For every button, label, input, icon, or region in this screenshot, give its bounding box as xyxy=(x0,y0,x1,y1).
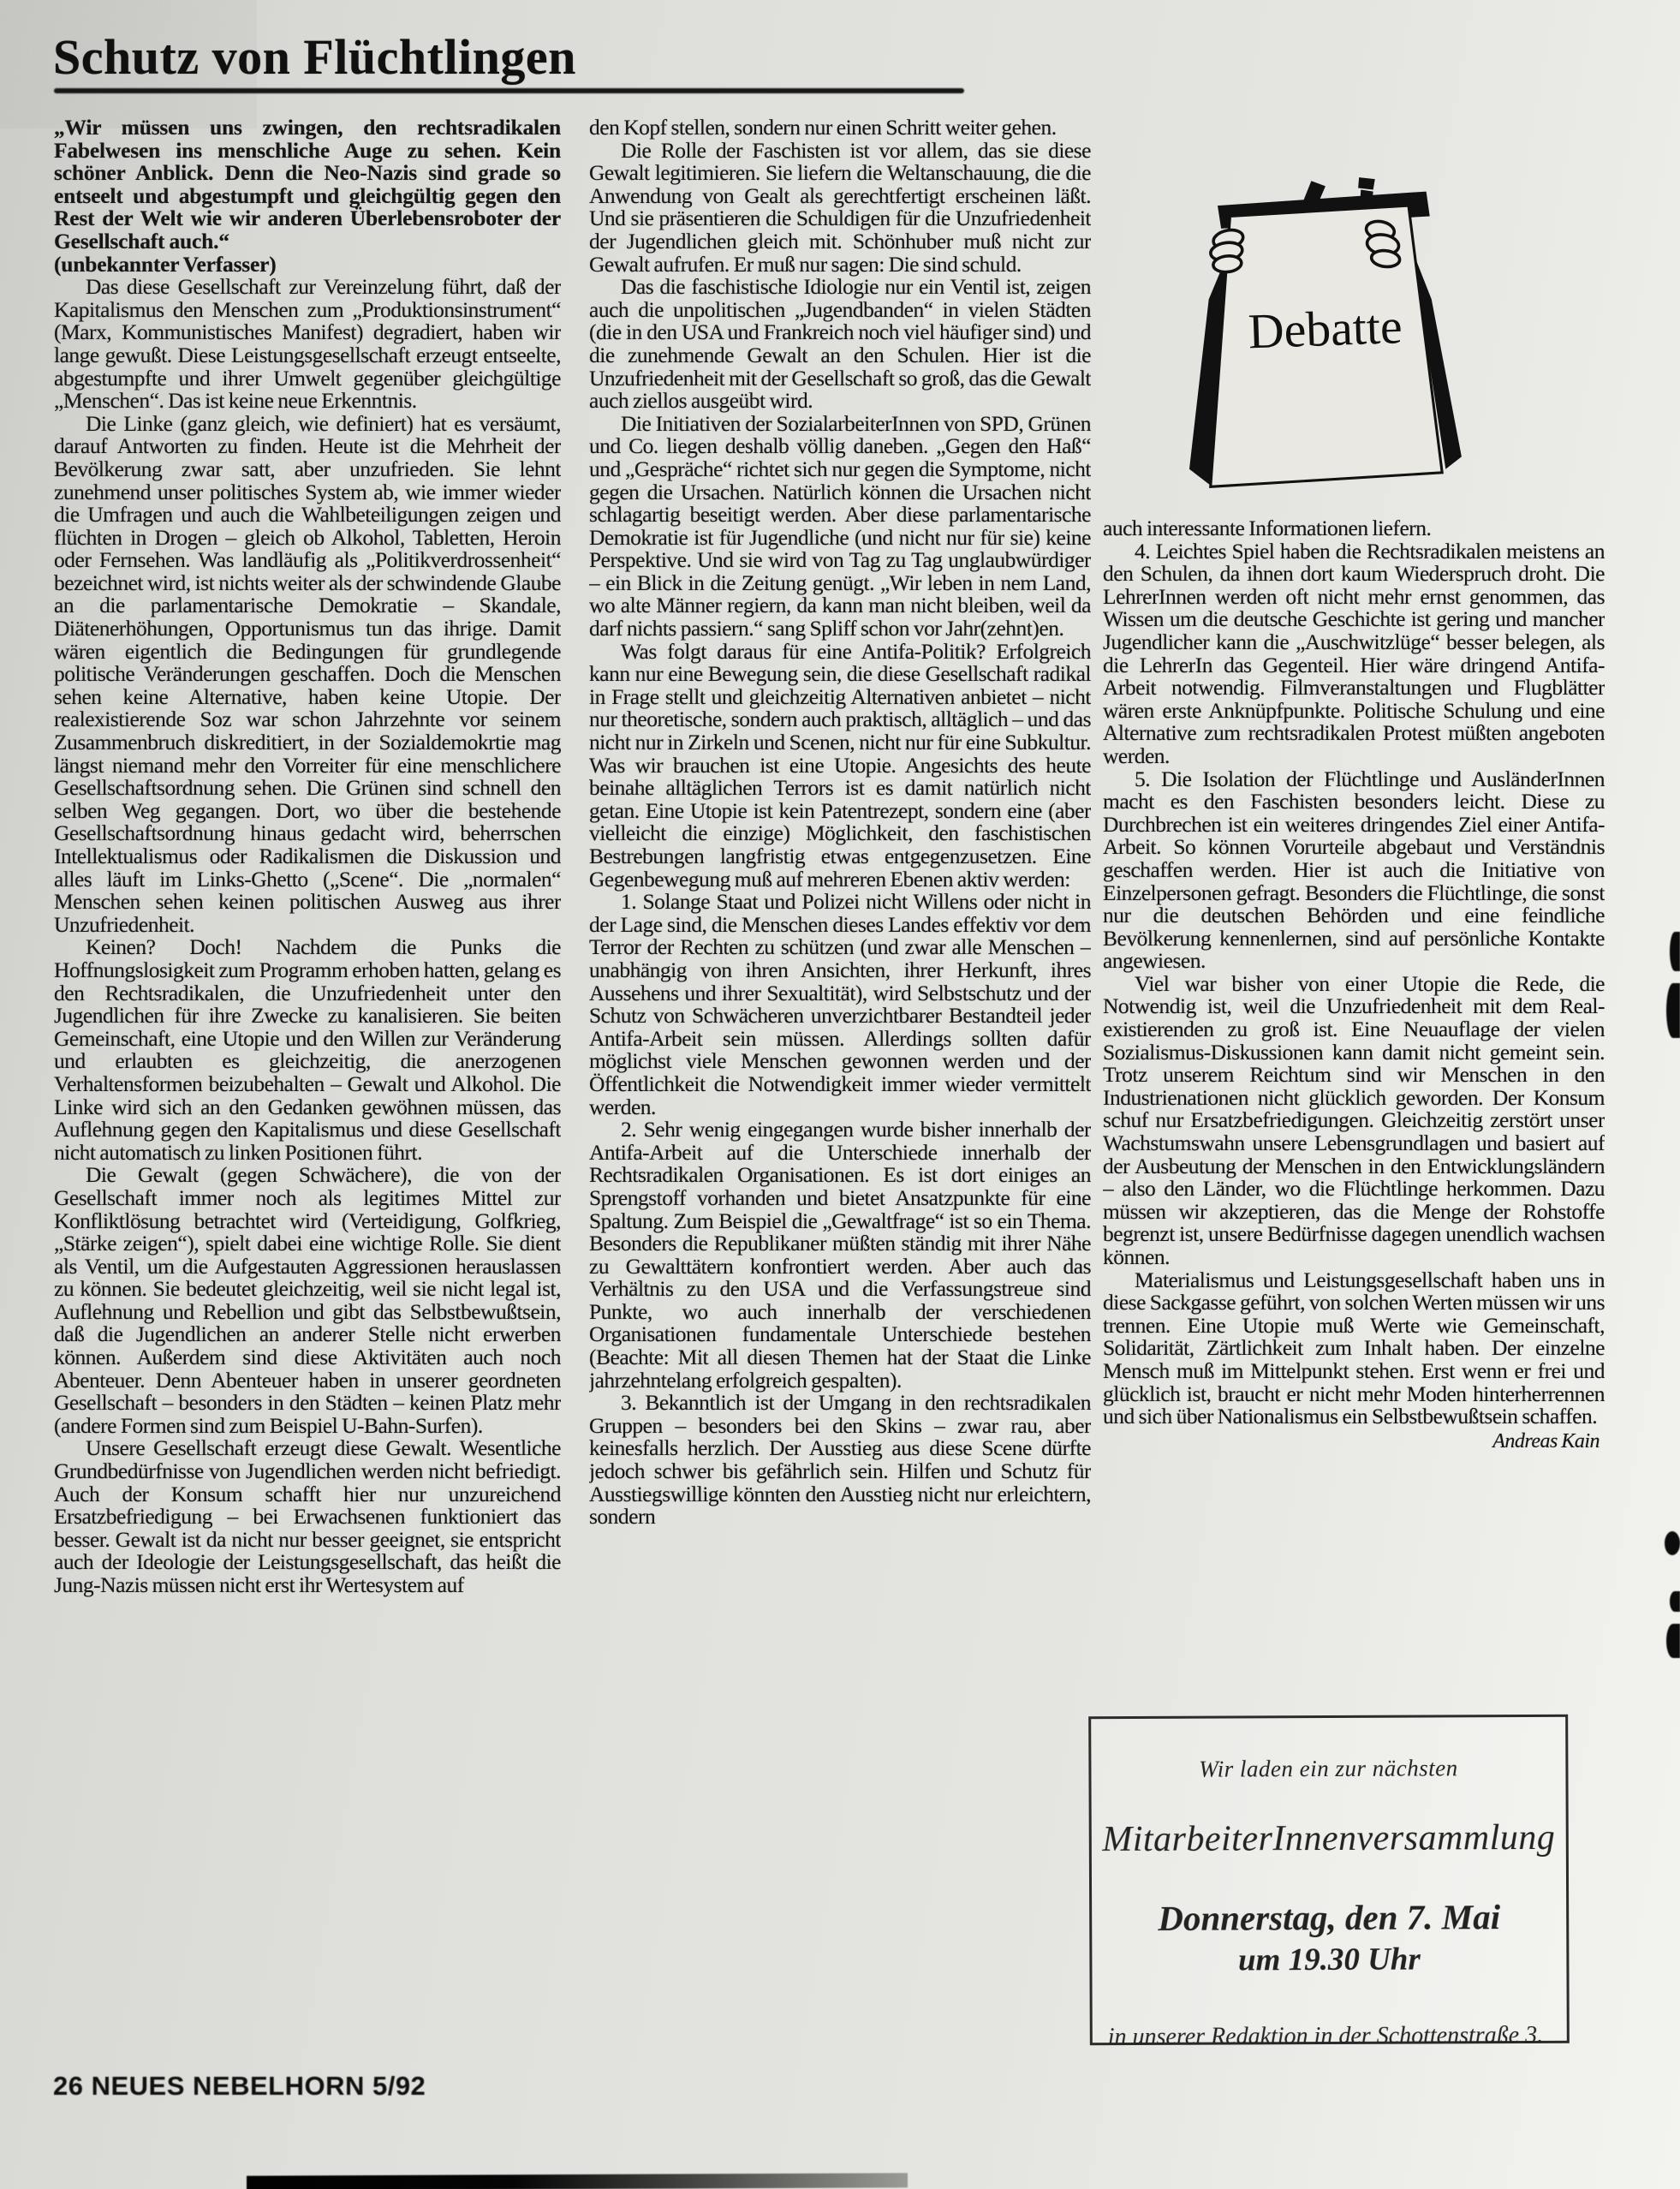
paragraph: Das die faschistische Idiologie nur ein Ventil ist, zeigen auch die unpolitischen „Jugendbanden“ in vielen Städten (die in den USA und Frankreich noch viel häufiger sind) und die zunehmende Gewalt an den Schulen. Hier ist die Unzufriedenheit mit der Gesellschaft so groß, das die Gewalt auch ziellos ausgeübt wird. xyxy=(589,274,1091,414)
announcement-time: um 19.30 Uhr xyxy=(1237,1941,1421,1978)
meeting-announcement-box xyxy=(1088,1715,1570,2051)
paragraph: Das diese Gesellschaft zur Vereinzelung führt, daß der Kapitalismus den Menschen zum „Produktionsinstrument“ (Marx, Kommunistisches Manifest) degradiert, haben wir lange gewußt. Diese Leistungsgesellschaft erzeugt entseelte, abgestumpfte und ihrer Umwelt gegenüber gleichgültige „Menschen“. Das ist keine neue Erkenntnis. xyxy=(54,274,561,414)
paragraph-continuation: auch interessante Informationen liefern. xyxy=(1103,517,1432,540)
paragraph: Was folgt daraus für eine Antifa-Politik? Erfolgreich kann nur eine Bewegung sein, die diese Gesellschaft radikal in Frage stellt und gleichzeitig Alternativen anbietet – nicht nur theoretische, sondern auch praktisch, alltäglich – und das nicht nur in Zirkeln und Scenen, nicht nur für eine Subkultur. Was wir brauchen ist eine Utopie. Angesichts des heute beinahe alltäglichen Terrors ist es damit natürlich nicht getan. Eine Utopie ist kein Patentrezept, sondern eine (aber vielleicht die einzige) Möglichkeit, den faschistischen Bestrebungen langfristig etwas entgegenzusetzen. Eine Gegenbewegung muß auf mehreren Ebenen aktiv werden: xyxy=(589,638,1091,892)
lead-attribution: (unbekannter Verfasser) xyxy=(54,251,277,277)
scan-artifact xyxy=(1665,1531,1680,1555)
page-footer: 26 NEUES NEBELHORN 5/92 xyxy=(53,2071,426,2101)
scan-artifact xyxy=(1666,1624,1680,1658)
paragraph: Keinen? Doch! Nachdem die Punks die Hoffnungslosigkeit zum Programm erhoben hatten, gelang es den Rechtsradikalen, die Unzufriedenheit unter den Jugendlichen für ihre Zwecke zu kanalisieren. Sie beiten Gemeinschaft, eine Utopie und den Willen zur Veränderung und erlaubten es gleichzeitig, die anerzogenen Verhaltensformen beizubehalten – Gewalt und Alkohol. Die Linke wird sich an den Gedanken gewöhnen müssen, das Auflehnung gegen den Kapitalismus und diese Gesellschaft nicht automatisch zu linken Positionen führt. xyxy=(54,934,561,1165)
paragraph: Die Linke (ganz gleich, wie definiert) hat es versäumt, darauf Antworten zu finden. Heute ist die Mehrheit der Bevölkerung zwar satt, aber unzufrieden. Sie lehnt zunehmend unser politisches System ab, wie immer wieder die Umfragen und auch die Wahlbeteiligungen zeigen und flüchten in Drogen – gleich ob Alkohol, Tabletten, Heroin oder Fernsehen. Was landläufig als „Politikverdrossenheit“ bezeichnet wird, ist nichts weiter als der schwindende Glaube an die parlamentarische Demokratie – Skandale, Diätenerhöhungen, Opportunismus tun das ihrige. Damit wären eigentlich die Bedingungen für grundlegende politische Veränderungen geschaffen. Doch die Menschen sehen keine Alternative, haben keine Utopie. Der realexistierende Soz war schon Jahrzehnte vor seinem Zusammenbruch diskreditiert, in der Sozialdemokrtie mag längst niemand mehr den Vorreiter für eine menschlichere Gesellschaftsordnung sehen. Die Grünen sind schnell den selben Weg gegangen. Dort, wo über die bestehende Gesellschaftsordnung hinaus gedacht wird, beherrschen Intellektualismus oder Radikalismen die Diskussion und alles läuft im Links-Ghetto („Scene“. Die „normalen“ Menschen sehen keinen politischen Ausweg aus ihrer Unzufriedenheit. xyxy=(54,410,561,937)
scan-artifact xyxy=(1670,932,1680,971)
debatte-placard-icon xyxy=(1184,176,1470,504)
announcement-location: in unserer Redaktion in der Schottenstraße 3. xyxy=(1107,2021,1544,2051)
paragraph: Unsere Gesellschaft erzeugt diese Gewalt. Wesentliche Grundbedürfnisse von Jugendlichen werden nicht befriedigt. Auch der Konsum schafft hier nur unzureichend Ersatzbefriedigung – bei Erwachsenen funktioniert das besser. Gewalt ist da nicht nur besser geeignet, sie entspricht auch der Ideologie der Leistungsgesellschaft, das heißt die Jung-Nazis müssen nicht erst ihr Wertesystem auf xyxy=(54,1435,561,1597)
numbered-item-2: 2. Sehr wenig eingegangen wurde bisher innerhalb der Antifa-Arbeit auf die Unterschiede innerhalb der Rechtsradikalen Organisationen. Es ist dort einiges an Sprengstoff vorhanden und bietet Ansatzpunkte für eine Spaltung. Zum Beispiel die „Gewaltfrage“ ist so ein Thema. Besonders die Republikaner müßten ständig mit ihrer Nähe zu Gewalttätern konfrontiert werden. Aber auch das Verhältnis zu den USA und die Verfassungstreue sind Punkte, wo auch innerhalb der verschiedenen Organisationen fundamentale Unterschiede bestehen (Beachte: Mit all diesen Themen hat der Staat die Linke jahrzehntelang erfolgreich gespalten). xyxy=(589,1117,1091,1393)
article-title: Schutz von Flüchtlingen xyxy=(53,29,576,85)
scan-artifact xyxy=(1666,983,1680,1038)
debatte-label: Debatte xyxy=(1247,298,1403,360)
numbered-item-4: 4. Leichtes Spiel haben die Rechtsradikalen meistens an den Schulen, da ihnen dort kaum Wiederspruch droht. Die LehrerInnen werden oft nicht mehr ernst genommen, das Wissen um die deutsche Geschichte ist gering und mancher Jugendlicher kann die „Auschwitzlüge“ besser belegen, als die LehrerIn das Gegenteil. Hier wäre dringend Antifa-Arbeit notwendig. Filmveranstaltungen und Flugblätter wären erste Anknüpfpunkte. Politische Schulung und eine Alternative zum rechtsradikalen Protest müßten angeboten werden. xyxy=(1103,538,1605,768)
paragraph: Die Rolle der Faschisten ist vor allem, das sie diese Gewalt legitimieren. Sie liefern die Weltanschauung, die die Anwendung von Gealt als gerechtfertigt erscheinen läßt. Und sie präsentieren die Schuldigen für die Unzufriedenheit der Jugendlichen gleich mit. Schönhuber muß nicht zur Gewalt aufrufen. Er muß nur sagen: Die sind schuld. xyxy=(589,137,1091,277)
numbered-item-3: 3. Bekanntlich ist der Umgang in den rechtsradikalen Gruppen – besonders bei den Skins – zwar rau, aber keinesfalls herzlich. Der Ausstieg aus diese Scene dürfte jedoch schwer bis gefährlich sein. Hilfen und Schutz für Ausstiegswillige könnten den Ausstieg nicht nur erleichtern, sondern xyxy=(589,1390,1091,1530)
left-hand-icon xyxy=(1209,228,1244,274)
article-column-1 xyxy=(54,116,561,2073)
author-byline: Andreas Kain xyxy=(1492,1429,1600,1452)
paragraph: Die Initiativen der SozialarbeiterInnen von SPD, Grünen und Co. liegen deshalb völlig daneben. „Gegen den Haß“ und „Gespräche“ richtet sich nur gegen die Symptome, nicht gegen die Ursachen. Natürlich können die Ursachen nicht schlagartig beseitigt werden. Aber diese parlamentarische Demokratie ist für Jugendliche (und nicht nur für sie) keine Perspektive. Und sie wird von Tag zu Tag unglaubwürdiger – ein Blick in die Zeitung genügt. „Wir leben in nem Land, wo alte Männer regiern, da kann man nicht bleiben, weil da darf nichts passiern.“ sang Spliff schon vor Jahr(zehnt)en. xyxy=(589,410,1091,641)
marker-pen-icon xyxy=(1358,177,1375,189)
paragraph: Materialismus und Leistungsgesellschaft haben uns in diese Sackgasse geführt, von solchen Werten müssen wir uns trennen. Eine Utopie muß Werte wie Gemeinschaft, Solidarität, Zärtlichkeit zum Inhalt haben. Der einzelne Mensch muß im Mittelpunkt stehen. Erst wenn er frei und glücklich ist, braucht er nicht mehr Moden hinterherrennen und sich über Nationalismus ein Selbstbewußtsein schaffen. xyxy=(1103,1267,1605,1429)
numbered-item-1: 1. Solange Staat und Polizei nicht Willens oder nicht in der Lage sind, die Menschen dieses Landes effektiv vor dem Terror der Rechten zu schützen (und zwar alle Menschen – unabhängig von ihren Ansichten, ihrer Herkunft, ihres Aussehens und ihrer Sexualtität), wird Selbstschutz und der Schutz von Schwächeren unverzichtbarer Bestandteil jeder Antifa-Arbeit sein müssen. Allerdings sollten dafür möglichst viele Menschen gewonnen werden und der Öffentlichkeit die Notwendigkeit immer wieder vermittelt werden. xyxy=(589,889,1091,1119)
announcement-event-name: MitarbeiterInnenversammlung xyxy=(1102,1817,1556,1860)
paragraph: Die Gewalt (gegen Schwächere), die von der Gesellschaft immer noch als legitimes Mittel zur Konfliktlösung betrachtet wird (Verteidigung, Golfkrieg, „Stärke zeigen“), spielt dabei eine wichtige Rolle. Sie dient als Ventil, um die Aufgestauten Aggressionen herauslassen zu können. Sie bedeutet gleichzeitig, weil sie nicht legal ist, Auflehnung und Rebellion und gibt das Selbstbewußtsein, daß die Jugendlichen an anderer Stelle nicht erwerben können. Außerdem sind diese Aktivitäten auch noch Abenteuer. Denn Abenteuer haben in unserer geordneten Gesellschaft – besonders in den Städten – keinen Platz mehr (andere Formen sind zum Beispiel U-Bahn-Surfen). xyxy=(54,1162,561,1438)
title-rule xyxy=(54,88,964,93)
article-column-3 xyxy=(1103,517,1605,1695)
announcement-date: Donnerstag, den 7. Mai xyxy=(1158,1897,1501,1938)
numbered-item-5: 5. Die Isolation der Flüchtlinge und AusländerInnen macht es den Faschisten besonders leicht. Diese zu Durchbrechen ist ein weiteres dringendes Ziel einer Antifa-Arbeit. So können Vorurteile abgebaut und Verständnis geschaffen werden. Hier ist auch die Initiative von Einzelpersonen gefragt. Besonders die Flüchtlinge, die sonst nur die deutschen Behörden und eine feindliche Bevölkerung kennenlernen, sind auf persönliche Kontakte angewiesen. xyxy=(1103,766,1605,974)
scan-artifact xyxy=(1670,1591,1680,1612)
paragraph-continuation: den Kopf stellen, sondern nur einen Schritt weiter gehen. xyxy=(589,116,1057,140)
article-column-2 xyxy=(589,116,1091,2108)
announcement-intro: Wir laden ein zur nächsten xyxy=(1199,1755,1458,1782)
paragraph: Viel war bisher von einer Utopie die Rede, die Notwendig ist, weil die Unzufriedenheit mit dem Real-existierenden zu groß ist. Eine Neuauflage der vielen Sozialismus-Diskussionen kann damit nicht gemeint sein. Trotz unserem Reichtum sind wir Menschen in den Industrienationen nicht glücklich geworden. Der Konsum schuf nur Ersatzbefriedigungen. Gleichzeitig zerstört unser Wachstumswahn unsere Lebensgrundlagen und basiert auf der Ausbeutung der Menschen in den Entwicklungsländern – also den Länder, wo die Flüchtlinge herkommen. Dazu müssen wir akzeptieren, das die Menge der Rohstoffe begrenzt ist, unsere Bedürfnisse dagegen unendlich wachsen können. xyxy=(1103,970,1605,1269)
scan-artifact-bottom-bar xyxy=(247,2173,908,2189)
lead-quote: „Wir müssen uns zwingen, den rechtsradikalen Fabelwesen ins menschliche Auge zu sehen. Kein schöner Anblick. Denn die Neo-Nazis sind grade so entseelt und abgestumpft und gleichgültig gegen den Rest der Welt wie wir anderen Überlebensroboter der Gesellschaft auch.“ xyxy=(54,116,561,253)
